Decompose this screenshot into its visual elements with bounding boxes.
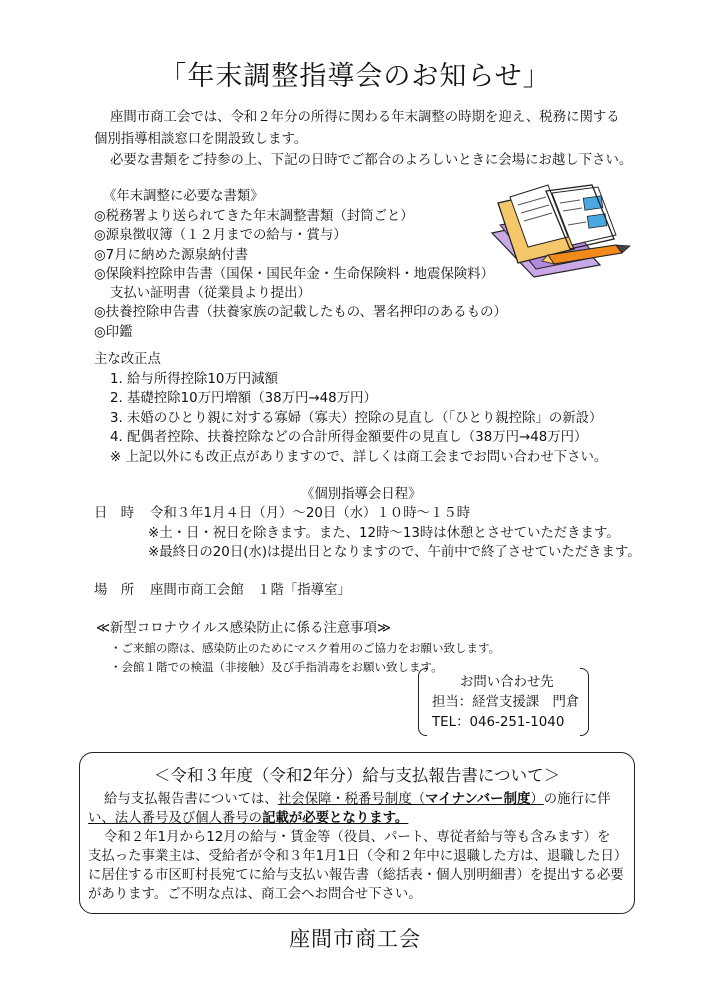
contact-bracket-left [418,668,427,736]
place-value: 座間市商工会館 １階「指導室」 [150,583,351,598]
document-item: 支払い証明書（従業員より提出） [110,286,311,301]
documents-heading: 《年末調整に必要な書類》 [103,189,264,204]
page-title: 「年末調整指導会のお知らせ」 [159,61,551,92]
covid-item: ・ご来館の際は、感染防止のためにマスク着用のご協力をお願い致します。 [110,641,501,655]
document-item: ◎7月に納めた源泉納付書 [94,248,249,263]
report-underlined-text: 社会保障・税番号制度（ [277,792,426,807]
report-bold-text: 記載が必要となります。 [262,811,409,826]
datetime-label: 日 時 [94,506,135,521]
report-body-line: 支払った事業主は、受給者が令和３年1月1日（令和２年中に退職した方は、退職した日） [88,849,628,864]
document-item: ◎源泉徴収簿（１２月までの給与・賞与） [94,228,347,243]
report-body-line: 令和２年1月から12月の給与・賃金等（役員、パート、専従者給与等も含みます）を [104,830,611,845]
report-body-line: に居住する市区町村長宛てに給与支払い報告書（総括表・個人別明細書）を提出する必要 [88,868,624,883]
place-label: 場 所 [94,583,135,598]
contact-bracket-right [580,668,589,736]
schedule-heading: 《個別指導会日程》 [301,487,422,502]
schedule-note: ※最終日の20日(水)は提出日となりますので、午前中で終了させていただきます。 [148,545,641,560]
revision-item: 4. 配偶者控除、扶養控除などの合計所得金額要件の見直し（38万円→48万円） [110,430,588,445]
organization-name: 座間市商工会 [289,927,421,951]
report-title: ＜令和３年度（令和2年分）給与支払報告書について＞ [153,766,561,785]
datetime-value: 令和３年1月４日（月）～20日（水）１０時～１５時 [150,506,471,521]
report-line-2 [88,810,408,827]
revision-item: 1. 給与所得控除10万円減額 [110,372,278,387]
intro-line-1: 座間市商工会では、令和２年分の所得に関わる年末調整の時期を迎え、税務に関する [110,110,620,125]
report-line-1 [104,791,611,808]
revision-item: 3. 未婚のひとり親に対する寡婦（寡夫）控除の見直し（「ひとり親控除」の新設） [110,411,603,426]
schedule-note: ※土・日・祝日を除きます。また、12時～13時は休憩とさせていただきます。 [148,526,620,541]
contact-heading: お問い合わせ先 [460,675,554,690]
report-underlined-text: い、法人番号及び個人番号の [88,811,263,826]
report-text: の施行に伴 [543,792,611,807]
covid-item: ・会館１階での検温（非接触）及び手指消毒をお願い致します。 [110,660,443,674]
folder-documents-illustration [488,183,634,279]
document-item: ◎保険料控除申告書（国保・国民年金・生命保険料・地震保険料） [94,267,495,282]
contact-tel: TEL：046-251-1040 [432,715,565,730]
report-text: 給与支払報告書については、 [104,792,278,807]
document-item: ◎税務署より送られてきた年末調整書類（封筒ごと） [94,209,414,224]
report-body-line: があります。ご不明な点は、商工会へお問合せ下さい。 [88,887,422,902]
report-underlined-text: ） [530,792,544,807]
document-item: ◎印鑑 [94,325,133,340]
revisions-note: ※ 上記以外にも改正点がありますので、詳しくは商工会までお問い合わせ下さい。 [110,450,608,465]
report-bold-text: マイナンバー制度 [425,792,531,807]
revisions-heading: 主な改正点 [94,352,161,367]
document-item: ◎扶養控除申告書（扶養家族の記載したもの、署名押印のあるもの） [94,305,507,320]
revision-item: 2. 基礎控除10万円増額（38万円→48万円） [110,391,377,406]
intro-line-2: 個別指導相談窓口を開設致します。 [94,132,308,147]
contact-person: 担当：経営支援課 門倉 [432,695,580,710]
intro-line-3: 必要な書類をご持参の上、下記の日時でご都合のよろしいときに会場にお越し下さい。 [110,153,633,168]
covid-heading: ≪新型コロナウイルス感染防止に係る注意事項≫ [96,621,392,636]
